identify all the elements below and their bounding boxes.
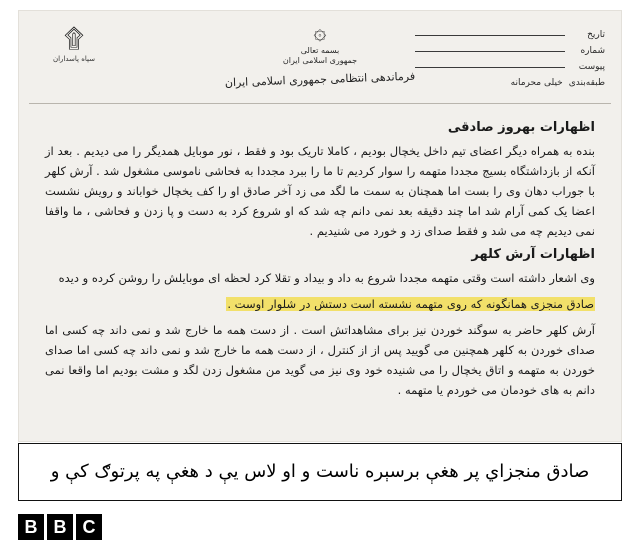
document-letterhead: [29, 17, 611, 104]
section-2-paragraph-1: وی اشعار داشته است وقتی متهمه مجددا شروع به داد و بیداد و تقلا کرد لحظه ای موبایلش را روشن کرده و دیده: [58, 271, 595, 285]
letterhead-field-label: طبقه‌بندی: [568, 78, 605, 88]
letterhead-script-line: فرماندهی انتظامی جمهوری اسلامی ایران: [224, 69, 416, 90]
letterhead-field-label: تاریخ: [587, 30, 605, 40]
document-body: [19, 104, 621, 412]
letterhead-center-line-2: جمهوری اسلامی ایران: [282, 56, 358, 65]
section-2-paragraph-3: آرش کلهر حاضر به سوگند خوردن نیز برای مشاهداتش است . از دست همه ما خارج شد و نمی داند چه کسی اما صدای خوردن به کلهر همچنین می گویید پس از از کنترل ، از دست همه ما خارج شد و نمی داند چه کسی اما صدای خوردن به متهمه و اتاق یخچال را می شنیده خود وی نیز می گوید من مشغول زدن لگد و مشت بودیم اما واقعا نمی دانم به های خودمان می خوردم یا متهمه .: [45, 323, 595, 397]
section-title-1: اظهارات بهروز صادقی: [447, 120, 595, 135]
letterhead-field-row: [415, 27, 605, 43]
letterhead-seal: [37, 25, 111, 63]
seal-caption: سپاه پاسداران: [52, 55, 96, 63]
letterhead-field-rule: [415, 67, 565, 68]
letterhead-field-row: [415, 59, 605, 75]
seal-icon: ۩: [64, 24, 84, 54]
letterhead-field-label: شماره: [580, 46, 605, 56]
letterhead-center: [205, 20, 435, 90]
bbc-logo-letter-b1: B: [18, 514, 44, 540]
letterhead-field-rule: [415, 51, 565, 52]
caption-text: صادق منجزاي پر هغې برسېره ناست و او لاس يې د هغې په پرتوګ کې و: [50, 461, 590, 482]
bbc-logo-letter-b2: B: [47, 514, 73, 540]
highlight-span: صادق منجزی همانگونه که روی متهمه نشسته است دستش در شلوار اوست .: [227, 297, 594, 311]
bbc-logo-letter-c: C: [76, 514, 102, 540]
caption-bar: [18, 443, 622, 501]
letterhead-fields: [415, 27, 605, 91]
bbc-logo: [18, 514, 102, 540]
letterhead-classification-value: خیلی محرمانه: [510, 78, 563, 88]
section-title-2: اظهارات آرش کلهر: [471, 247, 595, 262]
letterhead-field-row: [415, 75, 605, 91]
letterhead-field-row: [415, 43, 605, 59]
letterhead-field-label: پیوست: [578, 62, 605, 72]
letterhead-field-rule: [415, 35, 565, 36]
section-1-paragraph-1: بنده به همراه دیگر اعضای تیم داخل یخچال بودیم ، کاملا تاریک بود و فقط ، نور موبایل همدیگر را می دیدیم . بعد از آنکه از بازداشتگاه بسیج مجددا متهمه را سوار کردیم تا ما را ببرد مجددا به فحاشی ناموسی مشغول شد . آرش کلهر با جوراب دهان وی را بست اما همچنان به سمت ما لگد می زد آخر صادق او را کف یخچال خواباند و رویش نشست اعضا یک کمی آرام شد اما چند دقیقه بعد نمی دانم چه شد که او شروع کرد به دست و پا زدن و فحاشی ، ما واقفا نمی دیدیم چه می شد و فقط صدای زد و خورد می شنیدیم .: [45, 144, 595, 238]
scanned-document: [18, 10, 622, 442]
section-2-highlighted-paragraph: [45, 294, 595, 314]
letterhead-center-line-1: بسمه تعالی: [300, 46, 340, 55]
iran-emblem-icon: ۞: [313, 20, 327, 45]
